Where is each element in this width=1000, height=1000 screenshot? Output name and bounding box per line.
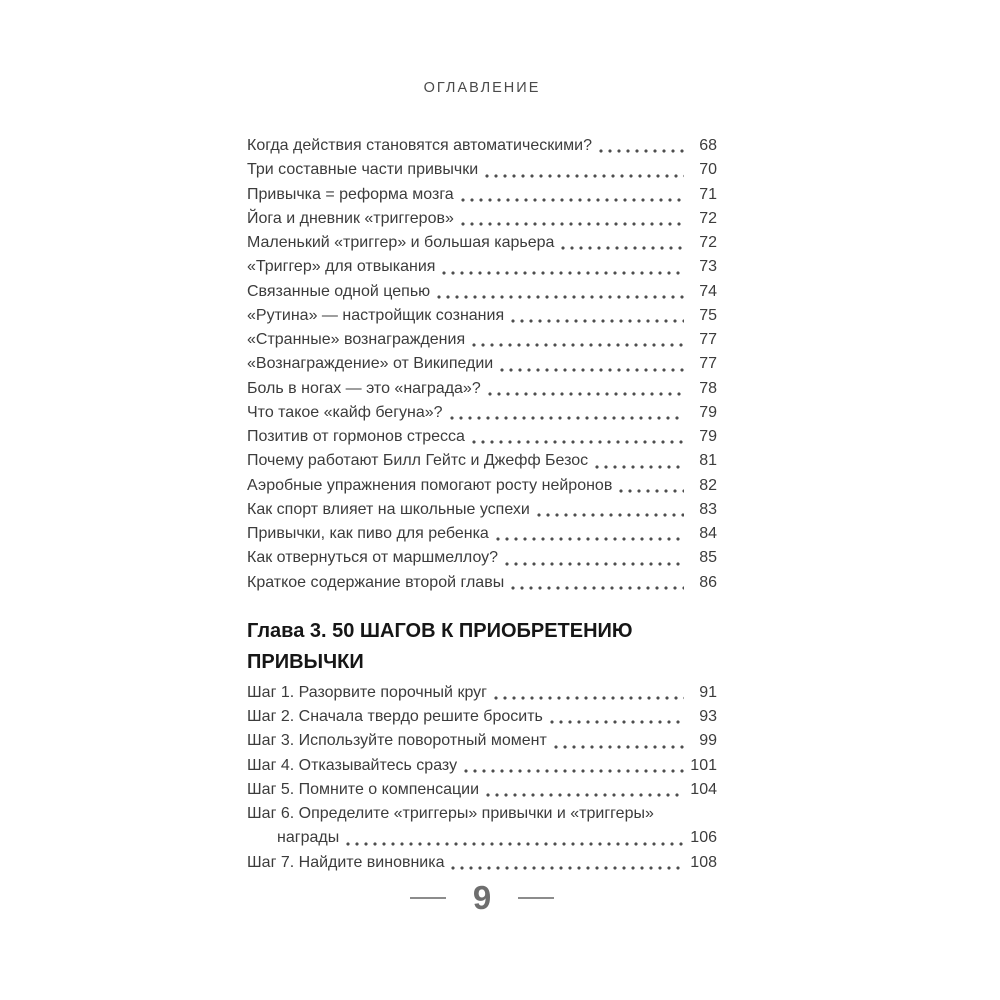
toc-entry-title: Краткое содержание второй главы [247, 573, 505, 591]
chapter-heading [247, 616, 717, 678]
toc-entry-title: Аэробные упражнения помогают росту нейронов [247, 476, 613, 494]
toc-entry-page: 104 [690, 780, 717, 798]
toc-entry-page: 68 [699, 137, 717, 154]
toc-leader-dots [464, 769, 684, 773]
toc-entry-page: 75 [699, 306, 717, 324]
page-number: 9 [472, 879, 492, 916]
toc-leader-dots [472, 343, 684, 347]
toc-entry [247, 158, 717, 182]
toc-entry [247, 802, 717, 826]
toc-entry [247, 377, 717, 401]
toc-leader-dots [486, 793, 684, 797]
toc-leader-dots [461, 222, 684, 226]
toc-entry-page: 81 [699, 452, 717, 470]
toc-entry [247, 328, 717, 352]
chapter-heading-line: ПРИВЫЧКИ [247, 650, 364, 673]
toc-entry [247, 255, 717, 279]
toc-entry [247, 522, 717, 546]
toc-leader-dots [496, 537, 684, 541]
toc-entry-continuation [247, 826, 717, 850]
toc-entry-page: 70 [699, 161, 717, 179]
toc-entry-title: «Вознаграждение» от Википедии [247, 355, 494, 373]
toc-entry-title: Три составные части привычки [247, 161, 479, 179]
toc-entry [247, 401, 717, 425]
toc-entry-page: 86 [699, 573, 717, 591]
toc-leader-dots [500, 368, 684, 372]
toc-leader-dots [511, 586, 684, 590]
toc-entry-page: 72 [699, 234, 717, 251]
toc-entry-title: Шаг 3. Используйте поворотный момент [247, 732, 547, 750]
toc-content [247, 134, 717, 875]
toc-entry-title: награды [277, 829, 340, 847]
toc-entry-title: «Рутина» — настройщик сознания [247, 306, 505, 324]
toc-entry-title: Шаг 2. Сначала твердо решите бросить [247, 708, 543, 725]
toc-entry-title: Привычка = реформа мозга [247, 185, 454, 203]
toc-entry [247, 449, 717, 473]
toc-entry-title: Как отвернуться от маршмеллоу? [247, 549, 499, 567]
toc-entry [247, 280, 717, 304]
toc-entry-page: 91 [699, 683, 717, 701]
toc-entry [247, 681, 717, 705]
toc-entry-page: 78 [699, 379, 717, 397]
toc-entry [247, 183, 717, 207]
toc-entry-title: Шаг 5. Помните о компенсации [247, 780, 480, 798]
toc-entry-page: 79 [699, 428, 717, 445]
toc-leader-dots [494, 696, 684, 700]
toc-entry-page: 72 [699, 209, 717, 227]
page-footer [247, 879, 717, 916]
toc-entry [247, 134, 717, 158]
page-header: ОГЛАВЛЕНИЕ [423, 80, 541, 96]
toc-leader-dots [437, 295, 684, 299]
toc-entry-title: Связанные одной цепью [247, 282, 431, 300]
toc-entry [247, 231, 717, 255]
toc-leader-dots [511, 319, 684, 323]
toc-leader-dots [554, 745, 684, 749]
toc-entry-title: Как спорт влияет на школьные успехи [247, 500, 530, 518]
toc-entry-title: «Триггер» для отвыкания [247, 258, 436, 276]
toc-leader-dots [505, 562, 684, 566]
toc-entry-title: Шаг 4. Отказывайтесь сразу [247, 756, 458, 774]
toc-entry-title: Привычки, как пиво для ребенка [247, 525, 489, 542]
toc-entry-page: 106 [690, 829, 717, 847]
toc-leader-dots [537, 513, 684, 517]
toc-entry-title: «Странные» вознаграждения [247, 331, 466, 348]
toc-entry-title: Почему работают Билл Гейтс и Джефф Безос [247, 452, 589, 470]
toc-entry [247, 546, 717, 570]
toc-entry [247, 207, 717, 231]
toc-entry-page: 71 [699, 185, 717, 203]
toc-entry-title: Маленький «триггер» и большая карьера [247, 234, 555, 251]
toc-entry-page: 73 [699, 258, 717, 276]
toc-entry-title: Йога и дневник «триггеров» [247, 209, 454, 227]
toc-leader-dots [451, 866, 684, 870]
toc-entry-page: 85 [699, 549, 717, 567]
toc-entry-title: Шаг 1. Разорвите порочный круг [247, 683, 487, 701]
toc-entry [247, 778, 717, 802]
toc-entry-page: 77 [699, 331, 717, 348]
toc-entry-title: Что такое «кайф бегуна»? [247, 403, 443, 421]
toc-entry-title: Шаг 6. Определите «триггеры» привычки и «триггеры» [247, 805, 654, 822]
toc-entry-page: 84 [699, 525, 717, 542]
toc-entry [247, 571, 717, 595]
toc-entry [247, 304, 717, 328]
toc-leader-dots [461, 198, 684, 202]
toc-entry [247, 474, 717, 498]
toc-leader-dots [595, 465, 684, 469]
toc-leader-dots [346, 842, 684, 846]
toc-leader-dots [472, 440, 684, 444]
toc-leader-dots [485, 174, 684, 178]
toc-entry-page: 93 [699, 708, 717, 725]
toc-leader-dots [450, 416, 684, 420]
toc-entry-page: 74 [699, 282, 717, 300]
toc-entry [247, 705, 717, 729]
toc-entry [247, 352, 717, 376]
toc-entry-title: Боль в ногах — это «награда»? [247, 379, 481, 397]
toc-entry-page: 108 [690, 853, 717, 871]
toc-leader-dots [619, 489, 684, 493]
toc-entry [247, 754, 717, 778]
toc-leader-dots [561, 246, 684, 250]
toc-entry-page: 82 [699, 476, 717, 494]
toc-entry-page: 101 [690, 756, 717, 774]
toc-entry-page: 83 [699, 500, 717, 518]
toc-entry-page: 99 [699, 732, 717, 750]
toc-entry-page: 79 [699, 403, 717, 421]
toc-leader-dots [599, 149, 684, 153]
toc-leader-dots [442, 271, 684, 275]
chapter-heading-line: Глава 3. 50 ШАГОВ К ПРИОБРЕТЕНИЮ [247, 619, 633, 642]
toc-entry-title: Шаг 7. Найдите виновника [247, 853, 445, 871]
toc-entry [247, 851, 717, 875]
toc-leader-dots [488, 392, 684, 396]
footer-dash-right [518, 897, 554, 899]
toc-entry [247, 425, 717, 449]
footer-dash-left [410, 897, 446, 899]
toc-entry-page: 77 [699, 355, 717, 373]
toc-entry-title: Когда действия становятся автоматическими? [247, 137, 592, 154]
toc-entry-title: Позитив от гормонов стресса [247, 428, 465, 445]
toc-entry [247, 729, 717, 753]
toc-entry [247, 498, 717, 522]
toc-leader-dots [550, 720, 684, 724]
